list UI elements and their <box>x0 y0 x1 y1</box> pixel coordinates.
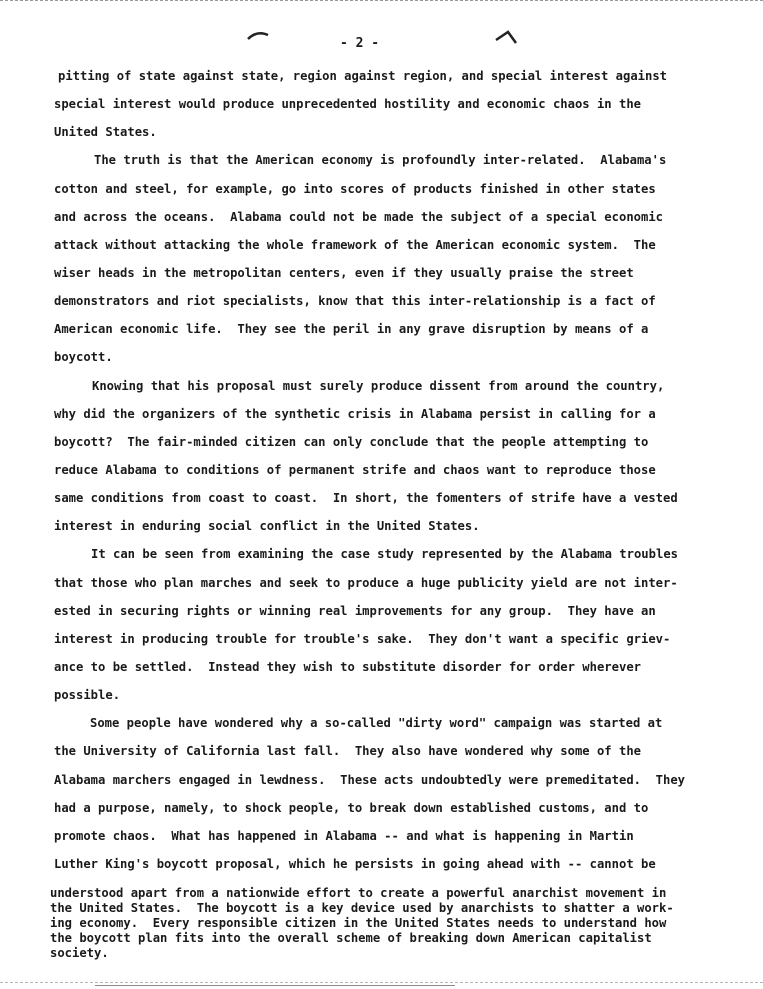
text-line: why did the organizers of the synthetic crisis in Alabama persist in calling for a <box>54 406 656 421</box>
text-line: society. <box>50 946 109 960</box>
paragraph-start-line: Knowing that his proposal must surely produce dissent from around the country, <box>92 378 665 393</box>
text-line: had a purpose, namely, to shock people, to break down established customs, and to <box>54 800 649 815</box>
page-top-edge <box>0 0 763 1</box>
document-body <box>54 62 704 878</box>
page-number: - 2 - <box>340 36 380 51</box>
staple-mark-left <box>246 28 272 42</box>
text-line: demonstrators and riot specialists, know that this inter-relationship is a fact of <box>54 294 656 309</box>
closing-block <box>50 886 710 961</box>
staple-mark-right <box>494 28 520 48</box>
text-line: ested in securing rights or winning real improvements for any group. They have an <box>54 603 656 618</box>
text-line: understood apart from a nationwide effort to create a powerful anarchist movement in <box>50 886 667 900</box>
paragraph-start-line: Some people have wondered why a so-called "dirty word" campaign was started at <box>90 716 663 731</box>
text-line: American economic life. They see the peril in any grave disruption by means of a <box>54 322 649 337</box>
text-line: and across the oceans. Alabama could not be made the subject of a special economic <box>54 209 664 224</box>
text-line: the University of California last fall. They also have wondered why some of the <box>54 744 641 759</box>
text-line: interest in producing trouble for trouble's sake. They don't want a specific griev- <box>54 631 671 646</box>
text-line: the United States. The boycott is a key device used by anarchists to shatter a work- <box>50 901 674 915</box>
text-line: Alabama marchers engaged in lewdness. These acts undoubtedly were premeditated. They <box>54 772 686 787</box>
text-line: ance to be settled. Instead they wish to substitute disorder for order wherever <box>54 659 641 674</box>
text-line: the boycott plan fits into the overall scheme of breaking down American capitalist <box>50 931 652 945</box>
text-line: cotton and steel, for example, go into scores of products finished in other states <box>54 181 656 196</box>
bottom-rule <box>95 985 455 986</box>
text-line: interest in enduring social conflict in the United States. <box>54 519 480 534</box>
text-line: possible. <box>54 688 121 703</box>
text-line: reduce Alabama to conditions of permanent strife and chaos want to reproduce those <box>54 462 656 477</box>
text-line: boycott. <box>54 350 113 365</box>
text-line: ing economy. Every responsible citizen in the United States needs to understand how <box>50 916 667 930</box>
paragraph-start-line: It can be seen from examining the case study represented by the Alabama troubles <box>91 547 678 562</box>
paragraph-start-line: The truth is that the American economy is profoundly inter-related. Alabama's <box>94 153 667 168</box>
page-bottom-edge <box>0 982 763 983</box>
text-line: that those who plan marches and seek to produce a huge publicity yield are not inter- <box>54 575 678 590</box>
text-line: United States. <box>54 125 157 140</box>
text-line: same conditions from coast to coast. In short, the fomenters of strife have a vested <box>54 491 678 506</box>
text-line: wiser heads in the metropolitan centers, even if they usually praise the street <box>54 265 634 280</box>
text-line: pitting of state against state, region against region, and special interest against <box>58 69 668 83</box>
text-line: Luther King's boycott proposal, which he persists in going ahead with -- cannot be <box>54 856 656 871</box>
text-line: special interest would produce unprecedented hostility and economic chaos in the <box>54 97 641 112</box>
text-line: promote chaos. What has happened in Alabama -- and what is happening in Martin <box>54 828 634 843</box>
text-line: boycott? The fair-minded citizen can only conclude that the people attempting to <box>54 434 649 449</box>
text-line: attack without attacking the whole framework of the American economic system. The <box>54 237 656 252</box>
